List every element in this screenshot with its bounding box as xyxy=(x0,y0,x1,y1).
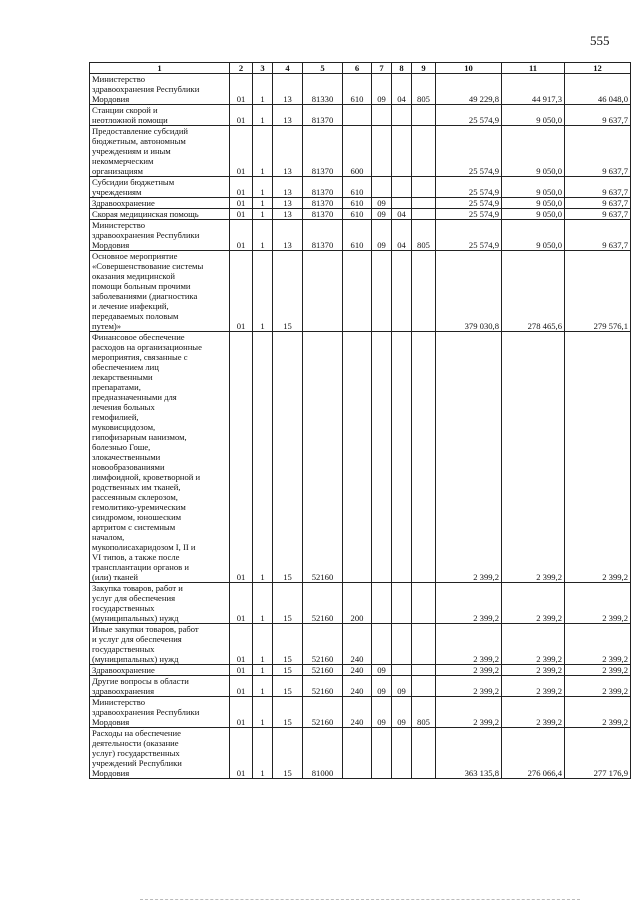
code-cell xyxy=(392,177,412,198)
code-cell: 1 xyxy=(253,332,273,583)
code-cell: 09 xyxy=(372,697,392,728)
code-cell xyxy=(412,665,436,676)
code-cell: 01 xyxy=(230,697,253,728)
amount-cell: 9 637,7 xyxy=(565,105,631,126)
code-cell xyxy=(392,332,412,583)
code-cell: 1 xyxy=(253,665,273,676)
code-cell: 81000 xyxy=(303,728,343,779)
column-header: 5 xyxy=(303,63,343,74)
code-cell: 610 xyxy=(343,198,372,209)
code-cell xyxy=(372,624,392,665)
code-cell: 81370 xyxy=(303,198,343,209)
amount-cell: 49 229,8 xyxy=(436,74,502,105)
amount-cell: 9 637,7 xyxy=(565,209,631,220)
code-cell: 1 xyxy=(253,177,273,198)
amount-cell: 2 399,2 xyxy=(436,676,502,697)
code-cell: 01 xyxy=(230,126,253,177)
code-cell xyxy=(392,105,412,126)
code-cell: 52160 xyxy=(303,624,343,665)
header-row xyxy=(90,63,631,74)
amount-cell: 9 050,0 xyxy=(502,209,565,220)
table-row xyxy=(90,74,631,105)
column-header: 11 xyxy=(502,63,565,74)
row-name: Министерство здравоохранения Республики Мордовия xyxy=(90,220,230,251)
code-cell xyxy=(372,728,392,779)
code-cell: 610 xyxy=(343,220,372,251)
code-cell: 1 xyxy=(253,220,273,251)
code-cell xyxy=(412,583,436,624)
row-name: Финансовое обеспечение расходов на организационные мероприятия, связанные с обеспечением лиц лекарственными препаратами, предназначенными для лечения больных гемофилией, муковисцидозом, гипофизарным нанизмом, болезнью Гоше, злокачественными новообразованиями лимфоидной, кроветворной и родственных им тканей, рассеянным склерозом, гемолитико-уремическим синдромом, юношеским артритом с системным началом, мукополисахаридозом I, II и VI типов, а также после трансплантации органов и (или) тканей xyxy=(90,332,230,583)
code-cell: 1 xyxy=(253,126,273,177)
table-row xyxy=(90,583,631,624)
code-cell: 1 xyxy=(253,676,273,697)
amount-cell: 279 576,1 xyxy=(565,251,631,332)
amount-cell: 25 574,9 xyxy=(436,177,502,198)
amount-cell: 276 066,4 xyxy=(502,728,565,779)
code-cell: 240 xyxy=(343,665,372,676)
code-cell: 09 xyxy=(392,676,412,697)
amount-cell: 44 917,3 xyxy=(502,74,565,105)
code-cell: 15 xyxy=(273,583,303,624)
code-cell: 01 xyxy=(230,74,253,105)
table-row xyxy=(90,198,631,209)
code-cell xyxy=(343,105,372,126)
code-cell: 1 xyxy=(253,105,273,126)
code-cell: 13 xyxy=(273,105,303,126)
footer-scan-line xyxy=(140,899,580,900)
amount-cell: 2 399,2 xyxy=(565,332,631,583)
code-cell: 1 xyxy=(253,728,273,779)
code-cell: 15 xyxy=(273,697,303,728)
amount-cell: 2 399,2 xyxy=(436,697,502,728)
column-header: 4 xyxy=(273,63,303,74)
code-cell: 09 xyxy=(372,198,392,209)
column-header: 2 xyxy=(230,63,253,74)
row-name: Иные закупки товаров, работ и услуг для обеспечения государственных (муниципальных) нужд xyxy=(90,624,230,665)
code-cell: 1 xyxy=(253,209,273,220)
row-name: Скорая медицинская помощь xyxy=(90,209,230,220)
code-cell xyxy=(343,251,372,332)
code-cell xyxy=(412,332,436,583)
row-name: Субсидии бюджетным учреждениям xyxy=(90,177,230,198)
code-cell: 1 xyxy=(253,198,273,209)
code-cell: 01 xyxy=(230,177,253,198)
code-cell: 1 xyxy=(253,583,273,624)
code-cell: 15 xyxy=(273,728,303,779)
code-cell: 805 xyxy=(412,697,436,728)
amount-cell: 2 399,2 xyxy=(436,665,502,676)
code-cell xyxy=(392,624,412,665)
code-cell: 09 xyxy=(372,665,392,676)
code-cell: 13 xyxy=(273,126,303,177)
table-row xyxy=(90,676,631,697)
amount-cell: 2 399,2 xyxy=(502,697,565,728)
code-cell xyxy=(412,209,436,220)
row-name: Министерство здравоохранения Республики Мордовия xyxy=(90,74,230,105)
table-row xyxy=(90,624,631,665)
amount-cell: 2 399,2 xyxy=(436,332,502,583)
budget-table xyxy=(89,62,631,779)
page-number: 555 xyxy=(590,33,610,48)
amount-cell: 25 574,9 xyxy=(436,198,502,209)
code-cell: 240 xyxy=(343,624,372,665)
amount-cell: 2 399,2 xyxy=(565,676,631,697)
code-cell: 15 xyxy=(273,251,303,332)
code-cell: 200 xyxy=(343,583,372,624)
code-cell: 13 xyxy=(273,209,303,220)
code-cell: 01 xyxy=(230,220,253,251)
amount-cell: 9 637,7 xyxy=(565,198,631,209)
code-cell: 240 xyxy=(343,676,372,697)
column-header: 3 xyxy=(253,63,273,74)
amount-cell: 2 399,2 xyxy=(436,624,502,665)
code-cell: 240 xyxy=(343,697,372,728)
code-cell xyxy=(392,126,412,177)
code-cell: 01 xyxy=(230,209,253,220)
row-name: Основное мероприятие «Совершенствование системы оказания медицинской помощи больным прочими заболеваниями (диагностика и лечение инфекций, передаваемых половым путем)» xyxy=(90,251,230,332)
code-cell: 09 xyxy=(392,697,412,728)
code-cell: 1 xyxy=(253,251,273,332)
code-cell: 01 xyxy=(230,728,253,779)
amount-cell: 25 574,9 xyxy=(436,126,502,177)
code-cell: 13 xyxy=(273,198,303,209)
code-cell: 81370 xyxy=(303,126,343,177)
code-cell: 81330 xyxy=(303,74,343,105)
code-cell: 15 xyxy=(273,624,303,665)
code-cell: 01 xyxy=(230,624,253,665)
row-name: Расходы на обеспечение деятельности (оказание услуг) государственных учреждений Республики Мордовия xyxy=(90,728,230,779)
amount-cell: 2 399,2 xyxy=(565,624,631,665)
row-name: Здравоохранение xyxy=(90,198,230,209)
row-name: Здравоохранение xyxy=(90,665,230,676)
code-cell: 01 xyxy=(230,676,253,697)
row-name: Закупка товаров, работ и услуг для обеспечения государственных (муниципальных) нужд xyxy=(90,583,230,624)
table-row xyxy=(90,126,631,177)
code-cell xyxy=(372,332,392,583)
amount-cell: 2 399,2 xyxy=(502,583,565,624)
code-cell xyxy=(372,251,392,332)
table-row xyxy=(90,332,631,583)
amount-cell: 9 637,7 xyxy=(565,126,631,177)
code-cell: 04 xyxy=(392,74,412,105)
code-cell: 09 xyxy=(372,220,392,251)
code-cell: 52160 xyxy=(303,697,343,728)
amount-cell: 9 637,7 xyxy=(565,220,631,251)
code-cell: 13 xyxy=(273,177,303,198)
table-row xyxy=(90,697,631,728)
code-cell: 81370 xyxy=(303,220,343,251)
column-header: 12 xyxy=(565,63,631,74)
code-cell: 09 xyxy=(372,676,392,697)
code-cell xyxy=(392,665,412,676)
amount-cell: 2 399,2 xyxy=(502,332,565,583)
code-cell: 1 xyxy=(253,697,273,728)
amount-cell: 2 399,2 xyxy=(565,665,631,676)
code-cell: 01 xyxy=(230,198,253,209)
code-cell: 09 xyxy=(372,209,392,220)
code-cell xyxy=(392,728,412,779)
row-name: Другие вопросы в области здравоохранения xyxy=(90,676,230,697)
code-cell: 52160 xyxy=(303,583,343,624)
code-cell xyxy=(412,676,436,697)
code-cell: 600 xyxy=(343,126,372,177)
code-cell xyxy=(372,177,392,198)
code-cell: 04 xyxy=(392,209,412,220)
code-cell: 52160 xyxy=(303,665,343,676)
code-cell xyxy=(372,126,392,177)
amount-cell: 379 030,8 xyxy=(436,251,502,332)
amount-cell: 2 399,2 xyxy=(502,676,565,697)
code-cell xyxy=(412,624,436,665)
amount-cell: 2 399,2 xyxy=(502,665,565,676)
code-cell: 01 xyxy=(230,105,253,126)
row-name: Предоставление субсидий бюджетным, автономным учреждениям и иным некоммерческим организациям xyxy=(90,126,230,177)
amount-cell: 2 399,2 xyxy=(502,624,565,665)
code-cell: 01 xyxy=(230,583,253,624)
amount-cell: 2 399,2 xyxy=(436,583,502,624)
amount-cell: 2 399,2 xyxy=(565,697,631,728)
column-header: 6 xyxy=(343,63,372,74)
code-cell: 610 xyxy=(343,74,372,105)
column-header: 1 xyxy=(90,63,230,74)
column-header: 7 xyxy=(372,63,392,74)
code-cell: 52160 xyxy=(303,676,343,697)
table-row xyxy=(90,665,631,676)
code-cell: 15 xyxy=(273,676,303,697)
amount-cell: 25 574,9 xyxy=(436,220,502,251)
code-cell xyxy=(372,105,392,126)
code-cell: 1 xyxy=(253,74,273,105)
code-cell: 610 xyxy=(343,177,372,198)
code-cell: 09 xyxy=(372,74,392,105)
code-cell xyxy=(303,251,343,332)
code-cell: 01 xyxy=(230,251,253,332)
row-name: Станции скорой и неотложной помощи xyxy=(90,105,230,126)
column-header: 8 xyxy=(392,63,412,74)
column-header: 9 xyxy=(412,63,436,74)
code-cell xyxy=(392,251,412,332)
code-cell xyxy=(412,126,436,177)
amount-cell: 9 050,0 xyxy=(502,177,565,198)
code-cell: 15 xyxy=(273,332,303,583)
table-row xyxy=(90,728,631,779)
amount-cell: 25 574,9 xyxy=(436,209,502,220)
amount-cell: 25 574,9 xyxy=(436,105,502,126)
code-cell xyxy=(412,251,436,332)
table-row xyxy=(90,209,631,220)
code-cell: 13 xyxy=(273,220,303,251)
amount-cell: 2 399,2 xyxy=(565,583,631,624)
code-cell: 15 xyxy=(273,665,303,676)
code-cell xyxy=(412,198,436,209)
code-cell: 13 xyxy=(273,74,303,105)
code-cell: 81370 xyxy=(303,105,343,126)
table-row xyxy=(90,220,631,251)
row-name: Министерство здравоохранения Республики Мордовия xyxy=(90,697,230,728)
code-cell: 04 xyxy=(392,220,412,251)
amount-cell: 9 050,0 xyxy=(502,105,565,126)
amount-cell: 9 637,7 xyxy=(565,177,631,198)
column-header: 10 xyxy=(436,63,502,74)
amount-cell: 363 135,8 xyxy=(436,728,502,779)
code-cell xyxy=(412,105,436,126)
amount-cell: 46 048,0 xyxy=(565,74,631,105)
code-cell xyxy=(392,583,412,624)
code-cell: 81370 xyxy=(303,209,343,220)
code-cell xyxy=(412,177,436,198)
amount-cell: 9 050,0 xyxy=(502,220,565,251)
code-cell: 52160 xyxy=(303,332,343,583)
amount-cell: 277 176,9 xyxy=(565,728,631,779)
table-row xyxy=(90,105,631,126)
code-cell: 610 xyxy=(343,209,372,220)
amount-cell: 278 465,6 xyxy=(502,251,565,332)
code-cell: 01 xyxy=(230,665,253,676)
code-cell: 01 xyxy=(230,332,253,583)
code-cell xyxy=(392,198,412,209)
code-cell xyxy=(343,728,372,779)
code-cell: 81370 xyxy=(303,177,343,198)
amount-cell: 9 050,0 xyxy=(502,126,565,177)
table-row xyxy=(90,251,631,332)
code-cell: 805 xyxy=(412,220,436,251)
code-cell: 1 xyxy=(253,624,273,665)
table-row xyxy=(90,177,631,198)
code-cell xyxy=(372,583,392,624)
code-cell: 805 xyxy=(412,74,436,105)
code-cell xyxy=(412,728,436,779)
code-cell xyxy=(343,332,372,583)
amount-cell: 9 050,0 xyxy=(502,198,565,209)
